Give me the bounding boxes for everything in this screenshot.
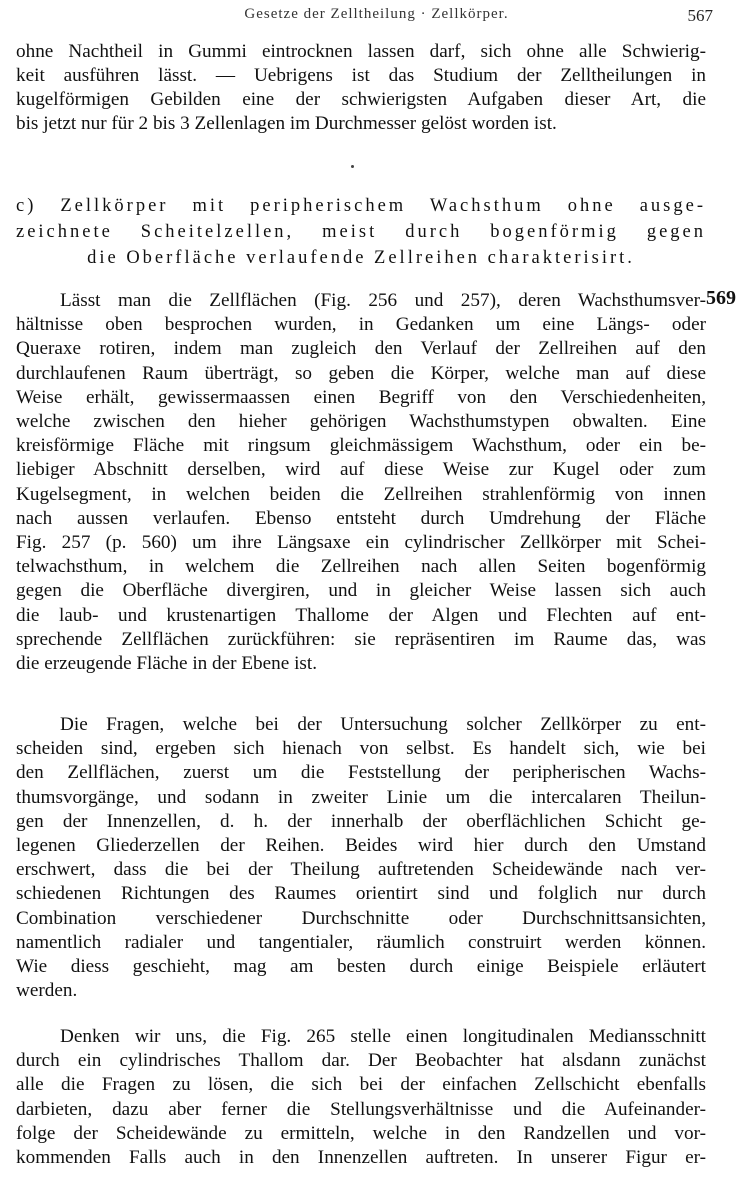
text-line: Denken wir uns, die Fig. 265 stelle einen longitudinalen Mediansschnitt <box>60 1026 706 1047</box>
intro-paragraph <box>16 40 706 136</box>
heading-line: die Oberfläche verlaufende Zellreihen charakterisirt. <box>87 248 635 268</box>
text-line: scheiden sind, ergeben sich hienach von selbst. Es handelt sich, wie bei <box>16 738 706 760</box>
text-line: alle die Fragen zu lösen, die sich bei der einfachen Zellschicht ebenfalls <box>16 1074 706 1096</box>
running-title: Gesetze der Zelltheilung · Zellkörper. <box>244 6 509 22</box>
ink-speck <box>351 165 354 168</box>
text-line: darbieten, dazu aber ferner die Stellungsverhältnisse und die Aufeinander- <box>16 1098 706 1120</box>
text-line: namentlich radialer und tangentialer, räumlich construirt werden können. <box>16 931 706 953</box>
text-line: durchlaufenen Raum überträgt, so geben die Körper, welche man auf diese <box>16 362 706 384</box>
text-line: gegen die Oberfläche divergiren, und in gleicher Weise lassen sich auch <box>16 580 706 602</box>
paragraph-3 <box>16 1025 706 1170</box>
text-line: legenen Gliederzellen der Reihen. Beides wird hier durch den Umstand <box>16 835 706 857</box>
text-line: Lässt man die Zellflächen (Fig. 256 und 257), deren Wachsthumsver- <box>60 290 706 311</box>
text-line: den Zellflächen, zuerst um die Feststellung der peripherischen Wachs- <box>16 762 706 784</box>
page-header <box>0 6 753 30</box>
text-line: Fig. 257 (p. 560) um ihre Längsaxe ein cylindrischer Zellkörper mit Schei- <box>16 532 706 554</box>
paragraph-2 <box>16 713 706 1003</box>
margin-number: 569 <box>706 287 736 309</box>
text-line: kreisförmige Fläche mit ringsum gleichmässigem Wachsthum, oder ein be- <box>16 435 706 457</box>
text-line: schiedenen Richtungen des Raumes orientirt sind und folglich nur durch <box>16 883 706 905</box>
text-line: Queraxe rotiren, indem man zugleich den Verlauf der Zellreihen auf den <box>16 338 706 360</box>
text-line: erschwert, dass die bei der Theilung auftretenden Scheidewände nach ver- <box>16 859 706 881</box>
page-number: 567 <box>687 6 713 25</box>
text-line: welche zwischen den hieher gehörigen Wachsthumstypen obwalten. Eine <box>16 411 706 433</box>
text-line: sprechende Zellflächen zurückführen: sie repräsentiren im Raume das, was <box>16 628 706 650</box>
text-line: Wie diess geschieht, mag am besten durch einige Beispiele erläutert <box>16 956 706 978</box>
text-line: kommenden Falls auch in den Innenzellen auftreten. In unserer Figur er- <box>16 1147 706 1169</box>
text-line: durch ein cylindrisches Thallom dar. Der Beobachter hat alsdann zunächst <box>16 1050 706 1072</box>
text-line: bis jetzt nur für 2 bis 3 Zellenlagen im Durchmesser gelöst worden ist. <box>16 113 557 134</box>
text-line: ohne Nachtheil in Gummi eintrocknen lassen darf, sich ohne alle Schwierig- <box>16 41 706 62</box>
text-line: die laub- und krustenartigen Thallome der Algen und Flechten auf ent- <box>16 604 706 626</box>
text-line: telwachsthum, in welchem die Zellreihen nach allen Seiten bogenförmig <box>16 556 706 578</box>
text-line: Kugelsegment, in welchen beiden die Zellreihen strahlenförmig von innen <box>16 483 706 505</box>
text-line: kugelförmigen Gebilden eine der schwierigsten Aufgaben dieser Art, die <box>16 89 706 110</box>
text-line: Weise erhält, gewissermaassen einen Begriff von den Verschiedenheiten, <box>16 386 706 408</box>
section-heading <box>16 193 706 271</box>
paragraph-1 <box>16 289 706 676</box>
text-line: gen der Innenzellen, d. h. der innerhalb der oberflächlichen Schicht ge- <box>16 810 706 832</box>
text-line: die erzeugende Fläche in der Ebene ist. <box>16 653 318 675</box>
text-line: nach aussen verlaufen. Ebenso entsteht durch Umdrehung der Fläche <box>16 507 706 529</box>
text-line: werden. <box>16 980 78 1002</box>
text-line: Combination verschiedener Durchschnitte oder Durchschnittsansichten, <box>16 907 706 929</box>
text-line: Die Fragen, welche bei der Untersuchung solcher Zellkörper zu ent- <box>60 714 706 735</box>
heading-line: zeichnete Scheitelzellen, meist durch bogenförmig gegen <box>16 222 706 242</box>
heading-line: c) Zellkörper mit peripherischem Wachsthum ohne ausge- <box>16 196 706 216</box>
text-line: thumsvorgänge, und sodann in zweiter Linie um die intercalaren Theilun- <box>16 786 706 808</box>
text-line: keit ausführen lässt. — Uebrigens ist das Studium der Zelltheilungen in <box>16 65 706 86</box>
text-line: folge der Scheidewände zu ermitteln, welche in den Randzellen und vor- <box>16 1122 706 1144</box>
text-line: hältnisse oben besprochen wurden, in Gedanken um eine Längs- oder <box>16 314 706 336</box>
text-line: liebiger Abschnitt derselben, wird auf diese Weise zur Kugel oder zum <box>16 459 706 481</box>
